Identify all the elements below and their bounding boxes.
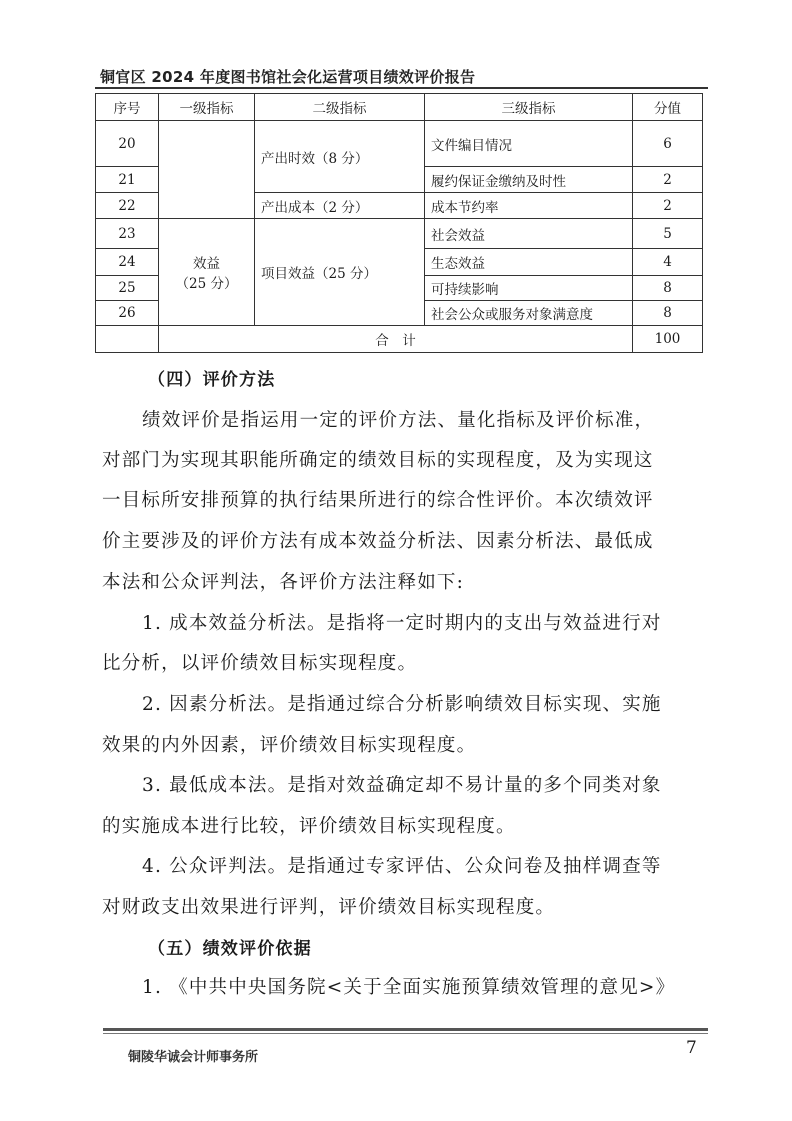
method-4-line: 对财政支出效果进行评判，评价绩效目标实现程度。 [102,897,556,918]
row-no: 24 [96,249,159,276]
level3-indicator: 生态效益 [425,249,633,276]
method-4-line: 4. 公众评判法。是指通过专家评估、公众问卷及抽样调查等 [142,856,662,877]
paragraph-line: 价主要涉及的评价方法有成本效益分析法、因素分析法、最低成 [102,531,654,552]
level3-indicator: 可持续影响 [425,276,633,301]
level3-indicator: 文件编目情况 [425,121,633,167]
row-score: 2 [633,193,703,219]
page-number: 7 [686,1038,697,1058]
col-header-level1: 一级指标 [159,94,255,121]
footer-divider [103,1028,708,1031]
level3-indicator: 社会效益 [425,219,633,249]
paragraph-line: 对部门为实现其职能所确定的绩效目标的实现程度，及为实现这 [102,450,654,471]
basis-1-line: 1. 《中共中央国务院<关于全面实施预算绩效管理的意见>》 [142,977,676,998]
method-2-line: 2. 因素分析法。是指通过综合分析影响绩效目标实现、实施 [142,694,662,715]
col-header-score: 分值 [633,94,703,121]
paragraph-line: 一目标所安排预算的执行结果所进行的综合性评价。本次绩效评 [102,490,654,511]
level1-benefit-label: 效益 [193,256,220,272]
level2-output-time: 产出时效（8 分） [255,121,425,193]
row-no: 25 [96,276,159,301]
row-score: 5 [633,219,703,249]
total-score: 100 [633,326,703,353]
table-row [96,219,703,249]
table-row [96,121,703,167]
paragraph-line: 绩效评价是指运用一定的评价方法、量化指标及评价标准， [142,410,655,431]
row-no: 20 [96,121,159,167]
method-3-line: 的实施成本进行比较，评价绩效目标实现程度。 [102,816,516,837]
report-title: 铜官区 2024 年度图书馆社会化运营项目绩效评价报告 [100,68,476,86]
method-1-line: 1. 成本效益分析法。是指将一定时期内的支出与效益进行对 [142,613,662,634]
paragraph-line: 本法和公众评判法，各评价方法注释如下: [102,572,465,593]
level1-benefit [159,219,255,326]
row-score: 8 [633,301,703,326]
row-no: 26 [96,301,159,326]
section4-heading: （四）评价方法 [148,370,276,390]
row-no: 22 [96,193,159,219]
footer-organization: 铜陵华诚会计师事务所 [128,1050,259,1065]
col-header-no: 序号 [96,94,159,121]
level3-indicator: 社会公众或服务对象满意度 [425,301,633,326]
total-empty-cell [96,326,159,353]
col-header-level2: 二级指标 [255,94,425,121]
section5-heading: （五）绩效评价依据 [148,939,312,959]
level1-empty-cell [159,121,255,219]
header-divider [95,87,708,89]
method-3-line: 3. 最低成本法。是指对效益确定却不易计量的多个同类对象 [142,775,662,796]
footer-divider-thin [103,1033,708,1034]
total-label: 合 计 [159,326,633,353]
row-score: 2 [633,167,703,193]
table-header-row [96,94,703,121]
row-no: 23 [96,219,159,249]
row-no: 21 [96,167,159,193]
level1-benefit-score: （25 分） [175,276,238,292]
indicator-table [95,93,703,353]
row-score: 6 [633,121,703,167]
row-score: 4 [633,249,703,276]
level2-project-benefit: 项目效益（25 分） [255,219,425,326]
table-total-row [96,326,703,353]
row-score: 8 [633,276,703,301]
col-header-level3: 三级指标 [425,94,633,121]
method-1-line: 比分析，以评价绩效目标实现程度。 [102,653,418,674]
method-2-line: 效果的内外因素，评价绩效目标实现程度。 [102,735,477,756]
level3-indicator: 履约保证金缴纳及时性 [425,167,633,193]
level3-indicator: 成本节约率 [425,193,633,219]
level2-output-cost: 产出成本（2 分） [255,193,425,219]
